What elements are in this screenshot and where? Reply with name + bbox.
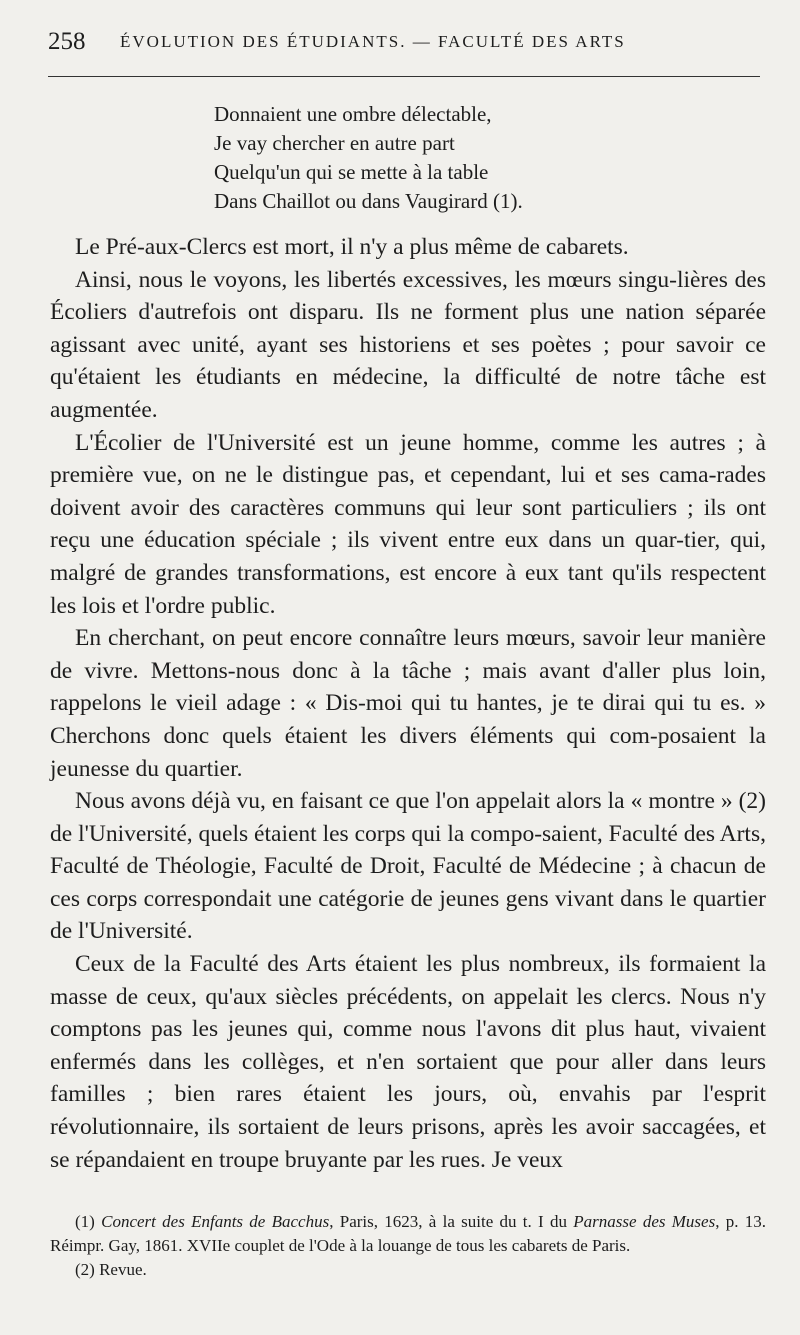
paragraph: Ceux de la Faculté des Arts étaient les plus nombreux, ils formaient la masse de ceux, qu'aux siècles précédents, on appelait les clercs. Nous n'y comptons pas les jeunes qui, comme nous l'avons dit plus haut, vivaient enfermés dans les collèges, et n'en sortaient que pour aller dans leurs familles ; bien rares étaient les jours, où, envahis par l'esprit révolutionnaire, ils sortaient de leurs prisons, après les avoir saccagées, et se répandaient en troupe bruyante par les rues. Je veux — [50, 951, 766, 1173]
footnote-2: (2) Revue. — [75, 1260, 147, 1279]
footnotes — [50, 1210, 766, 1282]
footnote-marker: (1) — [75, 1212, 95, 1231]
paragraph: L'Écolier de l'Université est un jeune homme, comme les autres ; à première vue, on ne le distingue pas, et cependant, lui et ses cama-rades doivent avoir des caractères communs qui leur sont particuliers ; ils ont reçu une éducation spéciale ; ils vivent entre eux dans un quar-tier, qui, malgré de grandes transformations, est encore à eux tant qu'ils respectent les lois et l'ordre public. — [50, 429, 766, 619]
verse-line: Dans Chaillot ou dans Vaugirard (1). — [214, 189, 523, 213]
header-rule — [48, 76, 760, 77]
verse-line: Donnaient une ombre délectable, — [214, 102, 492, 126]
page-number: 258 — [48, 28, 86, 55]
footnote-title: Parnasse des Muses — [573, 1212, 716, 1231]
footnote-text: , p. 13. Réimpr. Gay, 1861. XVIIe couplet de l'Ode à la louange de tous les cabarets de Paris. — [50, 1212, 767, 1255]
verse-line: Quelqu'un qui se mette à la table — [214, 160, 489, 184]
footnote-1 — [50, 1210, 766, 1258]
paragraph: Le Pré-aux-Clercs est mort, il n'y a plus même de cabarets. — [75, 234, 629, 260]
paragraph: En cherchant, on peut encore connaître leurs mœurs, savoir leur manière de vivre. Mettons-nous donc à la tâche ; mais avant d'aller plus loin, rappelons le vieil adage : « Dis-moi qui tu hantes, je te dirai qui tu es. » Cherchons donc quels étaient les divers éléments qui com-posaient la jeunesse du quartier. — [50, 625, 766, 782]
footnote-text: , Paris, 1623, à la suite du t. I du — [329, 1212, 574, 1231]
page-header — [48, 28, 760, 68]
body-text — [50, 231, 766, 1176]
running-title: ÉVOLUTION DES ÉTUDIANTS. — FACULTÉ DES ARTS — [120, 32, 626, 51]
verse-line: Je vay chercher en autre part — [214, 131, 455, 155]
verse-quotation — [214, 100, 734, 216]
footnote-title: Concert des Enfants de Bacchus — [101, 1212, 330, 1231]
paragraph: Nous avons déjà vu, en faisant ce que l'on appelait alors la « montre » (2) de l'Université, quels étaient les corps qui la compo-saient, Faculté des Arts, Faculté de Théologie, Faculté de Droit, Faculté de Médecine ; à chacun de ces corps correspondait une catégorie de jeunes gens vivant dans le quartier de l'Université. — [50, 788, 766, 945]
paragraph: Ainsi, nous le voyons, les libertés excessives, les mœurs singu-lières des Écoliers d'autrefois ont disparu. Ils ne forment plus une nation séparée agissant avec unité, ayant ses historiens et ses poètes ; pour savoir ce qu'étaient les étudiants en médecine, la difficulté de notre tâche est augmentée. — [50, 266, 766, 423]
